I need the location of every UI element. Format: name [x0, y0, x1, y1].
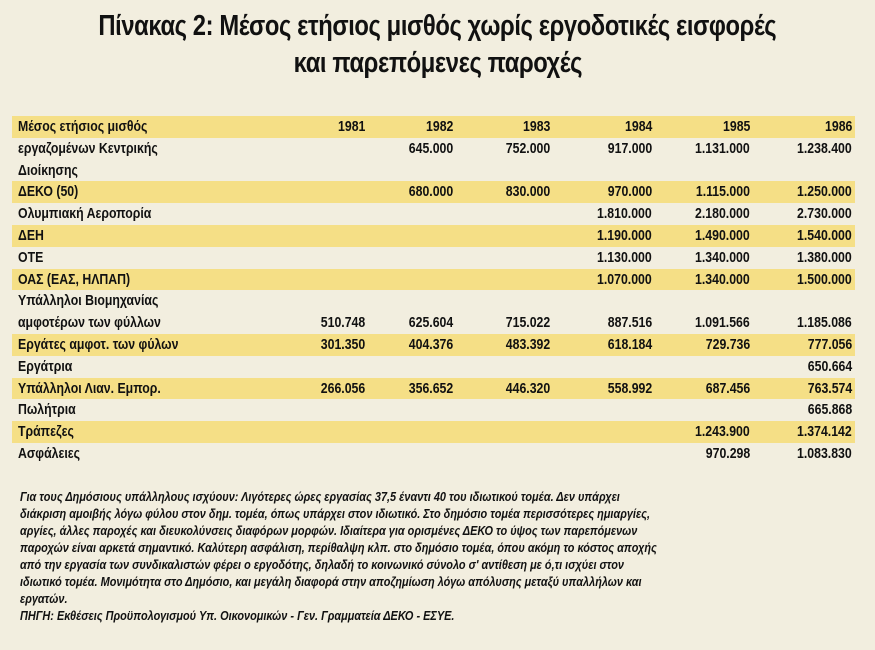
text: 1.540.000	[797, 226, 852, 244]
text: 650.664	[807, 357, 852, 375]
text: 266.056	[320, 379, 365, 397]
text: Ολυμπιακή Αεροπορία	[18, 205, 152, 223]
text: 1.130.000	[597, 248, 652, 266]
text: 917.000	[607, 139, 652, 157]
text: 715.022	[505, 314, 550, 332]
text: 887.516	[607, 314, 652, 332]
row-value	[683, 203, 750, 225]
salary-table	[12, 116, 855, 465]
text: 1.340.000	[695, 270, 750, 288]
text: 1.190.000	[597, 226, 652, 244]
text: Για τους Δημόσιους υπάλληλους ισχύουν: Λιγότερες ώρες εργασίας 37,5 έναντι 40 του ιδιωτικού τομέα. Δεν υπάρχει	[20, 489, 620, 504]
text: 665.868	[807, 401, 852, 419]
row-value	[696, 378, 750, 400]
row-value	[399, 334, 453, 356]
row-value	[598, 312, 652, 334]
table-title-line-1	[0, 10, 875, 43]
row-value	[311, 334, 365, 356]
text: 1.810.000	[597, 205, 652, 223]
text: 1.374.142	[797, 423, 852, 441]
header-year	[819, 116, 852, 138]
text: 510.748	[320, 314, 365, 332]
text: και παρεπόμενες παροχές	[293, 47, 582, 79]
text: ΠΗΓΗ: Εκθέσεις Προϋπολογισμού Υπ. Οικονομικών - Γεν. Γραμματεία ΔΕΚΟ - ΕΣΥΕ.	[20, 608, 455, 623]
row-label	[18, 378, 192, 400]
text: Εργάτες αμφοτ. των φύλων	[18, 335, 179, 353]
header-year	[619, 116, 652, 138]
text: 830.000	[505, 183, 550, 201]
note-line	[20, 505, 860, 522]
row-value	[683, 312, 750, 334]
text: 1.131.000	[695, 139, 750, 157]
table-row	[12, 181, 855, 203]
table-row	[12, 312, 855, 334]
row-label	[18, 421, 86, 443]
text: 1985	[722, 118, 750, 135]
text: 1.238.400	[797, 139, 852, 157]
row-label	[18, 247, 49, 269]
text: 752.000	[505, 139, 550, 157]
row-value	[785, 203, 852, 225]
text: από την εργασία των συνδικαλιστών φέρει ο εργοδότης, δηλαδή το κοινωνικό σύνολο σ' αντίθεση με ό,τι ισχύει στον	[20, 557, 624, 572]
text: 777.056	[807, 335, 852, 353]
table-row	[12, 443, 855, 465]
row-label	[18, 225, 50, 247]
table-row	[12, 378, 855, 400]
row-value	[598, 181, 652, 203]
text: 1986	[824, 118, 852, 135]
header-label	[18, 116, 176, 138]
text: 2.180.000	[695, 205, 750, 223]
text: Υπάλληλοι Λιαν. Εμπορ.	[18, 379, 161, 397]
row-value	[585, 269, 652, 291]
text: 483.392	[505, 335, 550, 353]
notes	[20, 488, 860, 624]
text: Πωλήτρια	[18, 401, 76, 419]
row-value	[785, 312, 852, 334]
row-value	[399, 138, 453, 160]
table-row	[12, 247, 855, 269]
text: ΔΕΗ	[18, 226, 44, 244]
row-value	[496, 181, 550, 203]
row-value	[785, 138, 852, 160]
text: Διοίκησης	[18, 161, 78, 179]
text: 1.500.000	[797, 270, 852, 288]
row-value	[399, 312, 453, 334]
row-value	[496, 138, 550, 160]
row-value	[683, 138, 750, 160]
text: 1.250.000	[797, 183, 852, 201]
row-value	[696, 443, 750, 465]
row-value	[683, 247, 750, 269]
text: Πίνακας 2: Μέσος ετήσιος μισθός χωρίς εργοδοτικές εισφορές	[98, 10, 777, 42]
text: 1.490.000	[695, 226, 750, 244]
row-value	[585, 225, 652, 247]
table-row	[12, 203, 855, 225]
table-title-line-2	[0, 47, 875, 80]
table-row	[12, 269, 855, 291]
row-label	[18, 269, 155, 291]
note-line	[20, 573, 860, 590]
row-value	[311, 312, 365, 334]
text: 1.340.000	[695, 248, 750, 266]
header-year	[717, 116, 750, 138]
text: 1.380.000	[797, 248, 852, 266]
text: Τράπεζες	[18, 423, 74, 441]
row-value	[798, 334, 852, 356]
header-year	[517, 116, 550, 138]
text: 970.298	[705, 444, 750, 462]
row-value	[598, 138, 652, 160]
text: 625.604	[408, 314, 453, 332]
text: Μέσος ετήσιος μισθός	[18, 118, 148, 135]
table-row	[12, 160, 855, 182]
row-value	[785, 421, 852, 443]
text: ιδιωτικό τομέα. Μονιμότητα στο Δημόσιο, και μεγάλη διαφορά στην αποζημίωση λόγω απόλυσης μεταξύ υπαλλήλων και	[20, 574, 642, 589]
row-label	[18, 334, 214, 356]
text: 680.000	[408, 183, 453, 201]
note-line	[20, 488, 860, 505]
text: 1.243.900	[695, 423, 750, 441]
note-line	[20, 522, 860, 539]
row-value	[496, 334, 550, 356]
text: 1984	[624, 118, 652, 135]
text: Υπάλληλοι Βιομηχανίας	[18, 292, 159, 310]
note-line	[20, 539, 860, 556]
text: 1.115.000	[695, 183, 750, 201]
row-value	[785, 443, 852, 465]
row-label	[18, 443, 94, 465]
row-value	[785, 225, 852, 247]
row-label	[18, 138, 188, 160]
text: εργατών.	[20, 591, 68, 606]
text: 558.992	[607, 379, 652, 397]
text: 1982	[425, 118, 453, 135]
text: 1.070.000	[597, 270, 652, 288]
text: παροχών είναι αρκετά σημαντικό. Καλύτερη ασφάλιση, περίθαλψη κλπ. στο δημόσιο τομέα, όπου ακόμη το κόστος αποχής	[20, 540, 657, 555]
text: ΟΤΕ	[18, 248, 44, 266]
row-value	[683, 421, 750, 443]
text: 1981	[337, 118, 365, 135]
table-row	[12, 356, 855, 378]
row-value	[598, 378, 652, 400]
text: ΔΕΚΟ (50)	[18, 183, 79, 201]
row-value	[785, 181, 852, 203]
text: 645.000	[408, 139, 453, 157]
text: 2.730.000	[797, 205, 852, 223]
text: 446.320	[505, 379, 550, 397]
text: 618.184	[607, 335, 652, 353]
row-label	[18, 399, 88, 421]
row-value	[598, 334, 652, 356]
text: 1983	[522, 118, 550, 135]
row-value	[798, 399, 852, 421]
text: 729.736	[705, 335, 750, 353]
row-label	[18, 181, 91, 203]
text: 1.185.086	[797, 314, 852, 332]
table-header-row	[12, 116, 855, 138]
row-value	[496, 378, 550, 400]
row-value	[585, 247, 652, 269]
header-year	[332, 116, 365, 138]
text: 356.652	[408, 379, 453, 397]
row-value	[785, 269, 852, 291]
text: 1.091.566	[695, 314, 750, 332]
text: Ασφάλειες	[18, 444, 80, 462]
row-value	[683, 225, 750, 247]
table-row	[12, 225, 855, 247]
text: 404.376	[408, 335, 453, 353]
text: αμφοτέρων των φύλλων	[18, 314, 161, 332]
row-value	[683, 269, 750, 291]
row-label	[18, 356, 84, 378]
row-label	[18, 290, 189, 312]
row-value	[696, 334, 750, 356]
row-value	[785, 247, 852, 269]
text: Εργάτρια	[18, 357, 73, 375]
text: εργαζομένων Κεντρικής	[18, 139, 158, 157]
row-value	[798, 378, 852, 400]
text: αργίες, άλλες παροχές και διευκολύνσεις διαφόρων μορφών. Ιδιαίτερα για ορισμένες ΔΕΚΟ το ύψος των παρεπόμενων	[20, 523, 638, 538]
text: 301.350	[320, 335, 365, 353]
text: 1.083.830	[797, 444, 852, 462]
row-value	[399, 378, 453, 400]
row-value	[585, 203, 652, 225]
table-row	[12, 138, 855, 160]
row-value	[311, 378, 365, 400]
row-label	[18, 160, 91, 182]
header-year	[420, 116, 453, 138]
note-line	[20, 590, 860, 607]
text: 763.574	[807, 379, 852, 397]
text: ΟΑΣ (ΕΑΣ, ΗΛΠΑΠ)	[18, 270, 131, 288]
text: διάκριση αμοιβής λόγω φύλου στον δημ. τομέα, όπως υπάρχει στον ιδιωτικό. Στο δημόσιο τομέα περισσότερες ημιαργίες,	[20, 506, 651, 521]
text: 687.456	[705, 379, 750, 397]
table-row	[12, 399, 855, 421]
table-row	[12, 290, 855, 312]
row-value	[399, 181, 453, 203]
note-line	[20, 556, 860, 573]
row-value	[496, 312, 550, 334]
table-row	[12, 334, 855, 356]
row-label	[18, 203, 181, 225]
row-value	[798, 356, 852, 378]
row-value	[684, 181, 750, 203]
text: 970.000	[607, 183, 652, 201]
table-row	[12, 421, 855, 443]
row-label	[18, 312, 192, 334]
source-line	[20, 607, 860, 624]
